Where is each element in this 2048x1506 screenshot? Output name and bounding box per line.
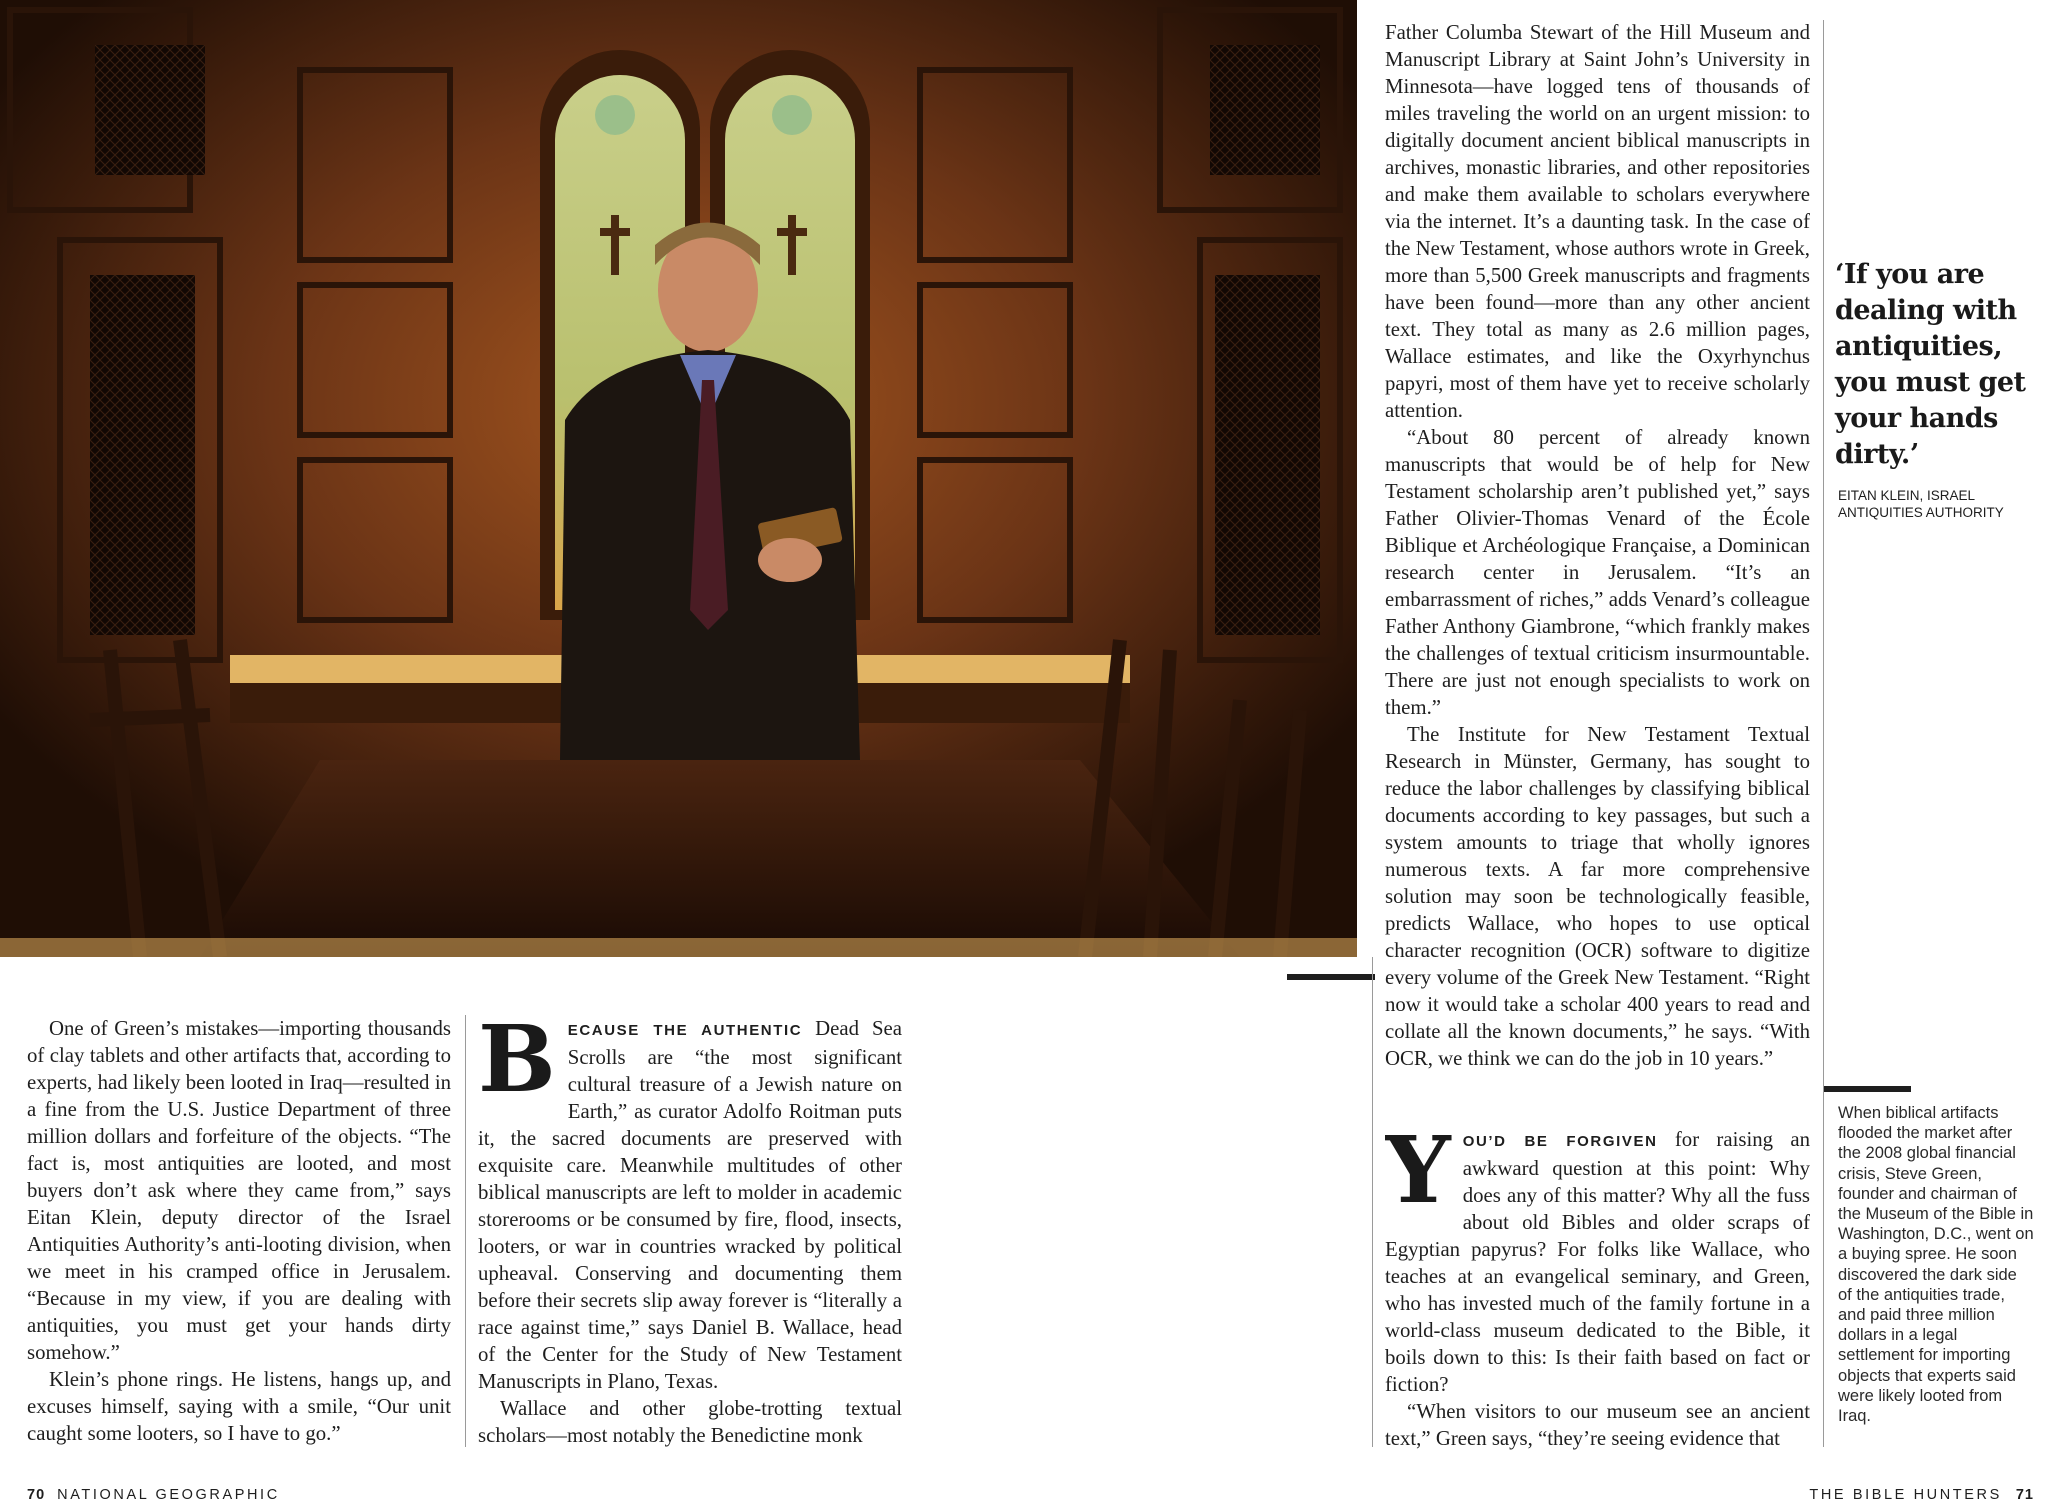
- paragraph: The Institute for New Testament Textual Research in Münster, Germany, has sought to reduce the labor challenges by classifying biblical documents according to key passages, but such a system amounts to triage that wholly ignores numerous texts. A far more comprehensive solution may soon be technologically feasible, predicts Wallace, who hopes to use optical character recognition (OCR) software to digitize every volume of the Greek New Testament. “Right now it would take a scholar 400 years to read and collate all the known documents,” he says. “With OCR, we think we can do the job in 10 years.”: [1385, 723, 1810, 1070]
- article-column-3-section: [1385, 1126, 1810, 1456]
- magazine-title: NATIONAL GEOGRAPHIC: [57, 1487, 280, 1503]
- paragraph-text: Dead Sea Scrolls are “the most significant cultural treasure of a Jewish nature on Earth,” as curator Adolfo Roitman puts it, the sacred documents are preserved with exquisite care. Meanwhile multitudes of other biblical manuscripts are left to molder in academic storerooms or be consumed by fire, flood, insects, looters, or war in countries wracked by political upheaval. Conserving and documenting them before their secrets slip away forever is “literally a race against time,” says Daniel B. Wallace, head of the Center for the Study of New Testament Manuscripts in Plano, Texas.: [478, 1017, 902, 1393]
- paragraph: Father Columba Stewart of the Hill Museum and Manuscript Library at Saint John’s University in Minnesota—have logged tens of thousands of miles traveling the world on an urgent mission: to digitally document ancient biblical manuscripts in archives, monastic libraries, and other repositories and make them available to scholars everywhere via the internet. It’s a daunting task. In the case of the New Testament, whose authors wrote in Greek, more than 5,500 Greek manuscripts and fragments have been found—more than any other ancient text. They total as many as 2.6 million pages, Wallace estimates, and like the Oxyrhynchus papyri, most of them have yet to receive scholarly attention.: [1385, 21, 1810, 422]
- article-title: THE BIBLE HUNTERS: [1809, 1487, 2002, 1503]
- drop-cap: B: [478, 1015, 556, 1113]
- pull-quote: ‘If you are dealing with antiquities, you must get your hands dirty.’: [1835, 259, 2026, 470]
- column-rule-1: [465, 1015, 466, 1447]
- paragraph: Wallace and other globe-trotting textual scholars—most notably the Benedictine monk: [478, 1397, 902, 1447]
- drop-cap: Y: [1385, 1126, 1451, 1224]
- article-column-3: [1385, 19, 1810, 1104]
- lead-in: ECAUSE THE AUTHENTIC: [567, 1022, 803, 1039]
- page-number-right: 71: [2015, 1487, 2034, 1503]
- portrait-photo: [0, 0, 1357, 957]
- paragraph: [478, 1015, 902, 1395]
- section-rule-left: [1287, 974, 1375, 980]
- photo-caption: When biblical artifacts flooded the market after the 2008 global financial crisis, Steve Green, founder and chairman of the Museum of the Bible in Washington, D.C., went on a buying spree. He soon discovered the dark side of the antiquities trade, and paid three million dollars in a legal settlement for importing objects that experts said were likely looted from Iraq.: [1838, 1104, 2034, 1426]
- pull-quote-attribution: EITAN KLEIN, ISRAEL ANTIQUITIES AUTHORITY: [1838, 488, 2004, 520]
- page-number-left: 70: [27, 1487, 46, 1503]
- section-rule-right: [1823, 1086, 1911, 1092]
- paragraph: Klein’s phone rings. He listens, hangs up, and excuses himself, saying with a smile, “Our unit caught some looters, so I have to go.”: [27, 1368, 451, 1445]
- paragraph: One of Green’s mistakes—importing thousands of clay tablets and other artifacts that, according to experts, had likely been looted in Iraq—resulted in a fine from the U.S. Justice Department of three million dollars and forfeiture of the objects. “The fact is, most antiquities are looted, and most buyers don’t ask where they came from,” says Eitan Klein, deputy director of the Israel Antiquities Authority’s anti-looting division, when we meet in his cramped office in Jerusalem. “Because in my view, if you are dealing with antiquities, you must get your hands dirty somehow.”: [27, 1017, 451, 1364]
- footer-left: [27, 1487, 280, 1503]
- paragraph: “About 80 percent of already known manuscripts that would be of help for New Testament scholarship aren’t published yet,” says Father Olivier-Thomas Venard of the École Biblique et Archéologique Française, a Dominican research center in Jerusalem. “It’s an embarrassment of riches,” adds Venard’s colleague Father Anthony Giambrone, “which frankly makes the challenges of textual criticism insurmountable. There are just not enough specialists to work on them.”: [1385, 426, 1810, 719]
- footer-right: [1809, 1487, 2034, 1503]
- column-rule-3: [1823, 20, 1824, 1447]
- paragraph: [1385, 1126, 1810, 1398]
- paragraph-text: for raising an awkward question at this point: Why does any of this matter? Why all the fuss about old Bibles and older scraps of Egyptian papyrus? For folks like Wallace, who teaches at an evangelical seminary, and Green, who has invested much of the family fortune in a world-class museum dedicated to the Bible, it boils down to this: Is their faith based on fact or fiction?: [1385, 1128, 1810, 1396]
- paragraph: “When visitors to our museum see an ancient text,” Green says, “they’re seeing evidence that: [1385, 1400, 1810, 1450]
- article-column-1: [27, 1015, 451, 1455]
- column-rule-2: [1372, 957, 1373, 1447]
- lead-in: OU’D BE FORGIVEN: [1462, 1133, 1658, 1150]
- article-column-2: [478, 1015, 902, 1455]
